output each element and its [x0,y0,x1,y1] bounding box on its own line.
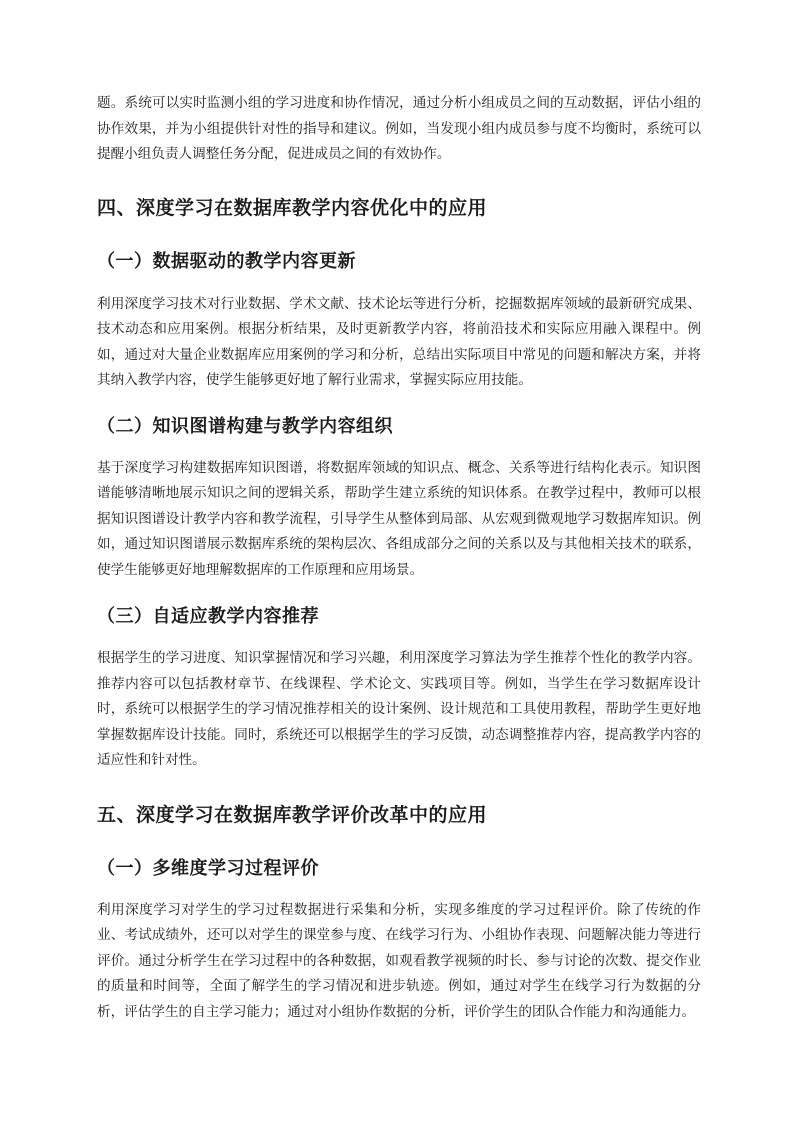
subsection-heading-five-1: （一）多维度学习过程评价 [97,857,319,879]
document-page [97,88,701,1025]
paragraph-four-2: 基于深度学习构建数据库知识图谱，将数据库领域的知识点、概念、关系等进行结构化表示。知识图谱能够清晰地展示知识之间的逻辑关系，帮助学生建立系统的知识体系。在教学过程中，教师可以根据知识图谱设计教学内容和教学流程，引导学生从整体到局部、从宏观到微观地学习数据库知识。例如，通过知识图谱展示数据库系统的架构层次、各组成部分之间的关系以及与其他相关技术的联系，使学生能够更好地理解数据库的工作原理和应用场景。 [97,459,701,578]
section-heading-five: 五、深度学习在数据库教学评价改革中的应用 [97,803,488,826]
subsection-heading-four-3: （三）自适应教学内容推荐 [97,606,319,627]
subsection-heading-four-2: （二）知识图谱构建与教学内容组织 [97,415,393,437]
paragraph-four-1: 利用深度学习技术对行业数据、学术文献、技术论坛等进行分析，挖掘数据库领域的最新研究成果、技术动态和应用案例。根据分析结果，及时更新教学内容，将前沿技术和实际应用融入课程中。例如，通过对大量企业数据库应用案例的学习和分析，总结出实际项目中常见的问题和解决方案，并将其纳入教学内容，使学生能够更好地了解行业需求，掌握实际应用技能。 [97,295,701,388]
subsection-heading-four-1: （一）数据驱动的教学内容更新 [97,250,356,272]
section-heading-four: 四、深度学习在数据库教学内容优化中的应用 [97,196,488,219]
paragraph-five-1: 利用深度学习对学生的学习过程数据进行采集和分析，实现多维度的学习过程评价。除了传统的作业、考试成绩外，还可以对学生的课堂参与度、在线学习行为、小组协作表现、问题解决能力等进行评价。通过分析学生在学习过程中的各种数据，如观看教学视频的时长、参与讨论的次数、提交作业的质量和时间等，全面了解学生的学习情况和进步轨迹。例如，通过对学生在线学习行为数据的分析，评估学生的自主学习能力；通过对小组协作数据的分析，评价学生的团队合作能力和沟通能力。 [97,901,701,1020]
paragraph-intro-continued: 题。系统可以实时监测小组的学习进度和协作情况，通过分析小组成员之间的互动数据，评估小组的协作效果，并为小组提供针对性的指导和建议。例如，当发现小组内成员参与度不均衡时，系统可以提醒小组负责人调整任务分配，促进成员之间的有效协作。 [97,95,701,162]
paragraph-four-3: 根据学生的学习进度、知识掌握情况和学习兴趣，利用深度学习算法为学生推荐个性化的教学内容。推荐内容可以包括教材章节、在线课程、学术论文、实践项目等。例如，当学生在学习数据库设计时，系统可以根据学生的学习情况推荐相关的设计案例、设计规范和工具使用教程，帮助学生更好地掌握数据库设计技能。同时，系统还可以根据学生的学习反馈，动态调整推荐内容，提高教学内容的适应性和针对性。 [97,650,701,768]
